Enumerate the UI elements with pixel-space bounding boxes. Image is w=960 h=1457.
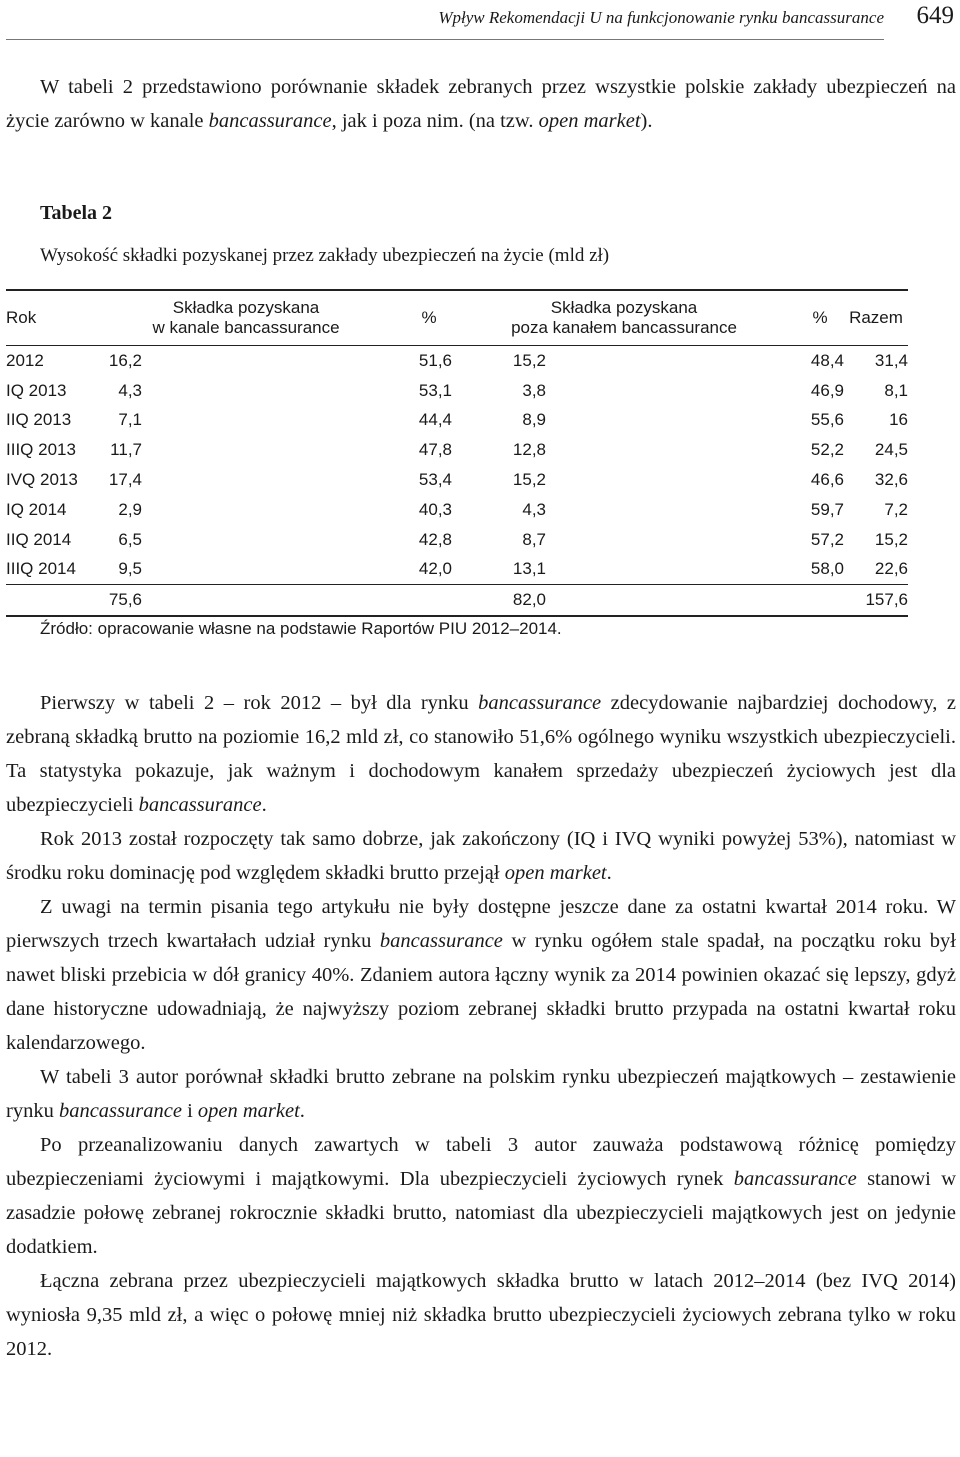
cell-pct-bancassurance: 40,3 xyxy=(418,499,452,519)
cell-open-market: 8,9 xyxy=(522,410,546,430)
paragraph-2: Rok 2013 został rozpoczęty tak samo dobrze, jak zakończony (IQ i IVQ wyniki powyżej 53%), natomiast w środku roku dominację pod względem składki brutto przejął open market. xyxy=(6,828,956,884)
paragraph-1: Pierwszy w tabeli 2 – rok 2012 – był dla rynku bancassurance zdecydowanie najbardziej dochodowy, z zebraną składką brutto na poziomie 16,2 mld zł, co stanowiło 51,6% ogólnego wyniku wszystkich ubezpieczycieli. Ta statystyka pokazuje, jak ważnym i dochodowym kanałem sprzedaży ubezpieczeń życiowych jest dla ubezpieczycieli bancassurance. xyxy=(6,692,956,816)
cell-razem: 8,1 xyxy=(884,380,908,400)
paragraph-5: Po przeanalizowaniu danych zawartych w tabeli 3 autor zauważa podstawową różnicę pomiędzy ubezpieczeniami życiowymi i majątkowymi. Dla ubezpieczycieli życiowych rynek bancassurance stanowi w zasadzie połowę zebranej rokrocznie składki brutto, natomiast dla ubezpieczycieli majątkowych jest on jedynie dodatkiem. xyxy=(6,1134,956,1258)
cell-pct-open-market: 46,6 xyxy=(810,470,844,490)
cell-rok: IIIQ 2014 xyxy=(6,555,86,585)
cell-bancassurance: 7,1 xyxy=(118,410,142,430)
cell-rok: IIQ 2014 xyxy=(6,529,72,549)
cell-open-market: 8,7 xyxy=(522,529,546,549)
table-source: Źródło: opracowanie własne na podstawie Raportów PIU 2012–2014. xyxy=(40,619,562,638)
total-razem: 157,6 xyxy=(844,585,908,617)
paragraph-6: Łączna zebrana przez ubezpieczycieli majątkowych składka brutto w latach 2012–2014 (bez IVQ 2014) wyniosła 9,35 mld zł, a więc o połowę mniej niż składka brutto ubezpieczycieli życiowych zebrana tylko w roku 2012. xyxy=(6,1270,956,1360)
cell-razem: 24,5 xyxy=(874,440,908,460)
cell-bancassurance: 2,9 xyxy=(118,499,142,519)
cell-open-market: 15,2 xyxy=(512,470,546,490)
intro-text: W tabeli 2 przedstawiono porównanie składek zebranych przez wszystkie polskie zakłady ubezpieczeń na życie zarówno w kanale xyxy=(6,76,956,132)
running-header xyxy=(0,0,960,42)
table-header-row xyxy=(6,290,908,346)
cell-pct-open-market: 57,2 xyxy=(810,529,844,549)
premium-table xyxy=(6,289,908,617)
header-open-market-line1: Składka pozyskana xyxy=(550,298,698,317)
cell-open-market: 12,8 xyxy=(512,440,546,460)
cell-razem: 22,6 xyxy=(844,555,908,585)
page-number: 649 xyxy=(916,2,954,29)
intro-term-open-market: open market xyxy=(538,110,641,132)
cell-pct-bancassurance: 47,8 xyxy=(418,440,452,460)
header-open-market-line2: poza kanałem bancassurance xyxy=(511,318,737,337)
intro-term: bancassurance xyxy=(208,110,332,132)
cell-rok: IQ 2014 xyxy=(6,499,67,519)
intro-paragraph xyxy=(6,70,956,138)
cell-pct-open-market: 55,6 xyxy=(810,410,844,430)
header-pct-bancassurance: % xyxy=(406,290,452,346)
cell-razem: 32,6 xyxy=(874,470,908,490)
paragraph-3: Z uwagi na termin pisania tego artykułu nie były dostępne jeszcze dane za ostatni kwartał 2014 roku. W pierwszych trzech kwartałach udział rynku bancassurance w rynku ogółem stale spadał, na początku roku był nawet bliski przebicia w dół granicy 40%. Zdaniem autora łączny wynik za 2014 powinien okazać się lepszy, gdyż dane historyczne udowadniają, że najwyższy poziom zebranej składki brutto przypada na ostatni kwartał roku kalendarzowego. xyxy=(6,896,956,1054)
cell-rok: IIQ 2013 xyxy=(6,410,72,430)
cell-rok: IIIQ 2013 xyxy=(6,440,76,460)
cell-rok: IQ 2013 xyxy=(6,380,67,400)
cell-razem: 7,2 xyxy=(884,499,908,519)
cell-open-market: 15,2 xyxy=(512,350,546,370)
table-row xyxy=(6,406,908,436)
cell-open-market: 13,1 xyxy=(492,555,546,585)
table-row xyxy=(6,435,908,465)
intro-text-end: ). xyxy=(640,110,653,132)
cell-pct-open-market: 59,7 xyxy=(810,499,844,519)
header-razem: Razem xyxy=(844,290,908,346)
table-row xyxy=(6,525,908,555)
running-title: Wpływ Rekomendacji U na funkcjonowanie rynku bancassurance xyxy=(438,8,884,27)
cell-bancassurance: 4,3 xyxy=(118,380,142,400)
cell-razem: 31,4 xyxy=(874,350,908,370)
header-bancassurance-line2: w kanale bancassurance xyxy=(152,318,340,337)
cell-pct-bancassurance: 51,6 xyxy=(418,350,452,370)
body-text xyxy=(6,686,956,1366)
cell-bancassurance: 17,4 xyxy=(108,470,142,490)
header-pct-open-market: % xyxy=(796,290,844,346)
cell-pct-open-market: 46,9 xyxy=(810,380,844,400)
table-label: Tabela 2 xyxy=(40,202,113,224)
header-bancassurance-line1: Składka pozyskana xyxy=(172,298,320,317)
cell-bancassurance: 16,2 xyxy=(108,350,142,370)
cell-rok: 2012 xyxy=(6,350,44,370)
cell-bancassurance: 9,5 xyxy=(86,555,142,585)
cell-pct-open-market: 58,0 xyxy=(796,555,844,585)
cell-razem: 15,2 xyxy=(874,529,908,549)
header-open-market xyxy=(452,290,796,346)
cell-pct-open-market: 52,2 xyxy=(810,440,844,460)
cell-pct-bancassurance: 44,4 xyxy=(418,410,452,430)
cell-pct-open-market: 48,4 xyxy=(810,350,844,370)
header-bancassurance xyxy=(86,290,406,346)
cell-bancassurance: 6,5 xyxy=(118,529,142,549)
intro-text-middle: , jak i poza nim. (na tzw. xyxy=(331,110,539,132)
table-row xyxy=(6,346,908,376)
cell-pct-bancassurance: 42,0 xyxy=(406,555,452,585)
paragraph-4: W tabeli 3 autor porównał składki brutto zebrane na polskim rynku ubezpieczeń majątkowych – zestawienie rynku bancassurance i open market. xyxy=(6,1066,956,1122)
table-caption: Wysokość składki pozyskanej przez zakłady ubezpieczeń na życie (mld zł) xyxy=(40,245,610,266)
table-body xyxy=(6,346,908,585)
header-rok: Rok xyxy=(6,290,86,346)
total-bancassurance: 75,6 xyxy=(86,585,142,617)
header-rule xyxy=(6,39,884,40)
cell-razem: 16 xyxy=(889,410,908,430)
cell-bancassurance: 11,7 xyxy=(110,440,142,460)
table-row xyxy=(6,555,908,585)
cell-pct-bancassurance: 53,1 xyxy=(418,380,452,400)
table-total-row xyxy=(6,585,908,617)
table-row xyxy=(6,465,908,495)
table-row xyxy=(6,495,908,525)
cell-pct-bancassurance: 42,8 xyxy=(418,529,452,549)
cell-pct-bancassurance: 53,4 xyxy=(418,470,452,490)
cell-rok: IVQ 2013 xyxy=(6,470,78,490)
table-row xyxy=(6,376,908,406)
total-open-market: 82,0 xyxy=(492,585,546,617)
cell-open-market: 4,3 xyxy=(522,499,546,519)
cell-open-market: 3,8 xyxy=(522,380,546,400)
